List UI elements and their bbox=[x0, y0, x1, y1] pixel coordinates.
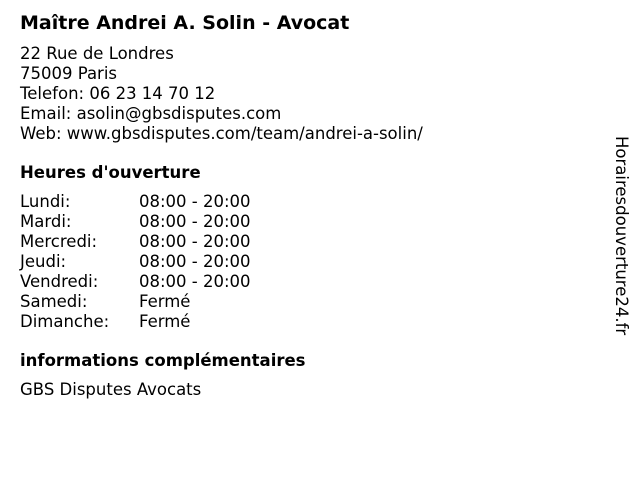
time-value: Fermé bbox=[139, 312, 191, 331]
hours-row-mercredi bbox=[20, 232, 600, 252]
business-title: Maître Andrei A. Solin - Avocat bbox=[20, 12, 350, 34]
hours-row-jeudi bbox=[20, 252, 600, 272]
time-value: 08:00 - 20:00 bbox=[139, 252, 251, 271]
address-city: 75009 Paris bbox=[20, 64, 118, 83]
hours-row-samedi bbox=[20, 292, 600, 312]
site-watermark: Horairesdouverture24.fr bbox=[612, 136, 631, 336]
phone-line: Telefon: 06 23 14 70 12 bbox=[20, 84, 216, 103]
web-line: Web: www.gbsdisputes.com/team/andrei-a-solin/ bbox=[20, 124, 423, 143]
day-label: Samedi: bbox=[20, 292, 88, 311]
additional-info-text: GBS Disputes Avocats bbox=[20, 380, 202, 399]
time-value: 08:00 - 20:00 bbox=[139, 272, 251, 291]
business-card bbox=[20, 10, 600, 400]
hours-row-vendredi bbox=[20, 272, 600, 292]
time-value: 08:00 - 20:00 bbox=[139, 232, 251, 251]
time-value: 08:00 - 20:00 bbox=[139, 212, 251, 231]
day-label: Lundi: bbox=[20, 192, 71, 211]
day-label: Jeudi: bbox=[20, 252, 67, 271]
email-line: Email: asolin@gbsdisputes.com bbox=[20, 104, 282, 123]
time-value: 08:00 - 20:00 bbox=[139, 192, 251, 211]
hours-row-mardi bbox=[20, 212, 600, 232]
day-label: Vendredi: bbox=[20, 272, 99, 291]
opening-hours-heading: Heures d'ouverture bbox=[20, 163, 201, 182]
additional-info-heading: informations complémentaires bbox=[20, 351, 306, 370]
day-label: Mardi: bbox=[20, 212, 72, 231]
time-value: Fermé bbox=[139, 292, 191, 311]
contact-details bbox=[20, 44, 600, 144]
opening-hours-table bbox=[20, 192, 600, 332]
hours-row-lundi bbox=[20, 192, 600, 212]
day-label: Dimanche: bbox=[20, 312, 110, 331]
address-street: 22 Rue de Londres bbox=[20, 44, 174, 63]
day-label: Mercredi: bbox=[20, 232, 98, 251]
hours-row-dimanche bbox=[20, 312, 600, 332]
